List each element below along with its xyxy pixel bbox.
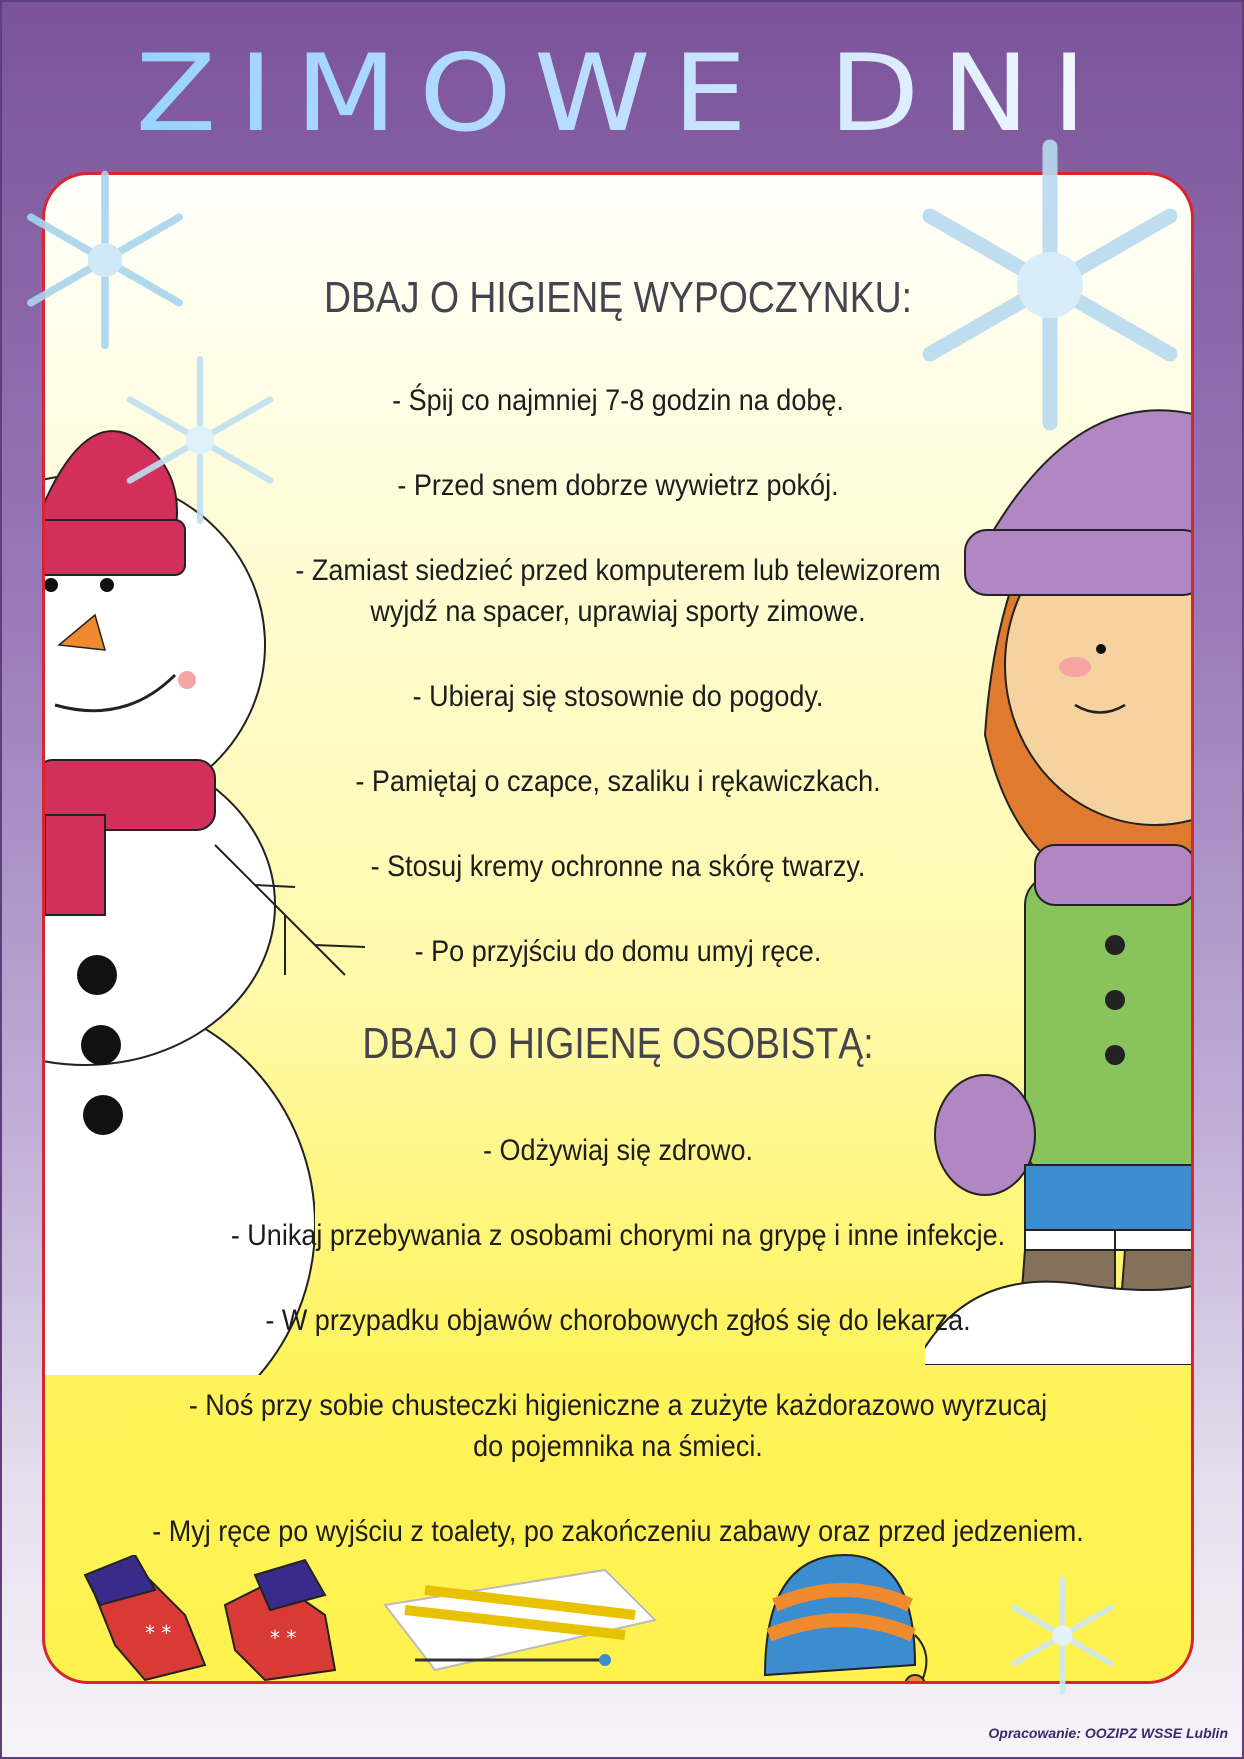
snowflake-icon [10, 160, 200, 360]
mittens-icon [75, 1555, 365, 1684]
section-heading-rest: DBAJ O HIGIENĘ WYPOCZYNKU: [323, 273, 913, 322]
svg-text:* *: * * [270, 1626, 297, 1650]
snowflake-icon [1000, 1568, 1125, 1703]
tip-tissues-line2: do pojemnika na śmieci. [473, 1430, 763, 1463]
tip-wash-hands: - Myj ręce po wyjściu z toalety, po zakończeniu zabawy oraz przed jedzeniem. [152, 1515, 1084, 1548]
credit-text: Opracowanie: OOZIPZ WSSE Lublin [988, 1725, 1228, 1741]
tip-hat-scarf-gloves: - Pamiętaj o czapce, szaliku i rękawiczkach. [355, 765, 881, 798]
tip-face-cream: - Stosuj kremy ochronne na skórę twarzy. [370, 850, 866, 883]
poster-title: ZIMOWE DNI [0, 40, 1244, 146]
section-heading-personal: DBAJ O HIGIENĘ OSOBISTĄ: [362, 1019, 874, 1068]
tip-tissues-line1: - Noś przy sobie chusteczki higieniczne a zużyte każdorazowo wyrzucaj [188, 1389, 1048, 1422]
tip-go-outside-line2: wyjdź na spacer, uprawiaj sporty zimowe. [370, 595, 866, 628]
tip-sleep: - Śpij co najmniej 7-8 godzin na dobę. [392, 384, 844, 417]
tip-ventilate: - Przed snem dobrze wywietrz pokój. [397, 469, 839, 502]
tip-avoid-sick: - Unikaj przebywania z osobami chorymi na grypę i inne infekcje. [230, 1219, 1006, 1252]
svg-text:* *: * * [145, 1621, 172, 1645]
tip-see-doctor: - W przypadku objawów chorobowych zgłoś się do lekarza. [265, 1304, 971, 1337]
winter-hat-icon [755, 1545, 935, 1684]
skis-icon [375, 1565, 665, 1675]
tip-wash-hands-home: - Po przyjściu do domu umyj ręce. [414, 935, 822, 968]
tip-dress-for-weather: - Ubieraj się stosownie do pogody. [412, 680, 824, 713]
tip-eat-healthy: - Odżywiaj się zdrowo. [482, 1134, 754, 1167]
tip-go-outside-line1: - Zamiast siedzieć przed komputerem lub telewizorem [295, 554, 941, 587]
